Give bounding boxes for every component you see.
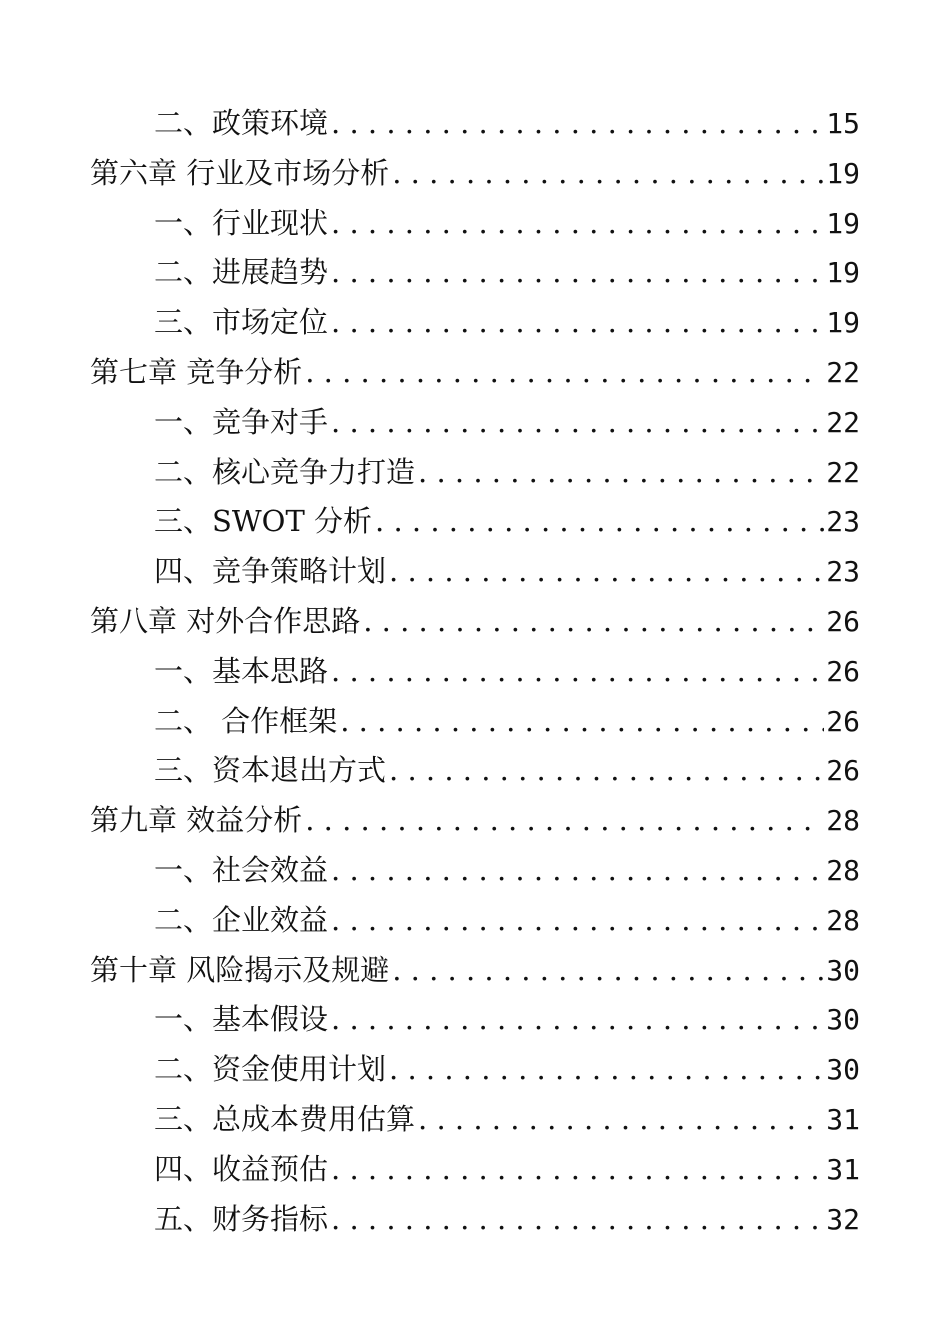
toc-entry-industry-status[interactable] [90,199,860,249]
toc-entry-page-number: 30 [826,953,860,987]
toc-dot-leader [340,697,824,747]
toc-entry-page-number: 23 [826,555,860,589]
toc-entry-page-number: 28 [826,853,860,887]
toc-dot-leader [392,149,824,199]
toc-entry-title: 二、政策环境 [154,106,329,140]
toc-entry-title: 四、竞争策略计划 [154,554,387,589]
toc-entry-page-number: 26 [826,704,860,738]
toc-chapter-9[interactable] [90,796,860,846]
toc-dot-leader [331,1195,824,1245]
toc-dot-leader [389,1045,824,1095]
toc-entry-page-number: 32 [826,1202,860,1236]
toc-entry-page-number: 28 [826,804,860,838]
toc-entry-enterprise-benefit[interactable] [90,896,860,946]
toc-entry-title: 第九章 效益分析 [90,803,303,838]
toc-entry-page-number: 23 [826,505,860,539]
toc-entry-title: 二、 合作框架 [154,703,338,738]
toc-entry-market-positioning[interactable] [90,298,860,348]
toc-entry-competitive-strategy[interactable] [90,547,860,597]
toc-dot-leader [305,796,824,846]
toc-entry-title: 第七章 竞争分析 [90,354,303,389]
toc-chapter-6[interactable] [90,149,860,199]
toc-entry-page-number: 26 [826,654,860,688]
toc-dot-leader [418,448,824,498]
toc-entry-title: 第十章 风险揭示及规避 [90,952,390,987]
toc-entry-title: 第六章 行业及市场分析 [90,155,390,190]
table-of-contents [90,99,860,1244]
toc-entry-total-cost-estimate[interactable] [90,1095,860,1145]
toc-entry-page-number: 28 [826,903,860,937]
toc-entry-title: 三、市场定位 [154,305,329,340]
toc-entry-title: 一、基本假设 [154,1002,329,1037]
toc-dot-leader [331,298,824,348]
toc-entry-social-benefit[interactable] [90,846,860,896]
toc-entry-basic-approach[interactable] [90,647,860,697]
toc-entry-page-number: 30 [826,1003,860,1037]
toc-entry-page-number: 22 [826,355,860,389]
toc-entry-title: 三、资本退出方式 [154,753,387,788]
toc-entry-page-number: 19 [826,256,860,290]
toc-entry-page-number: 22 [826,405,860,439]
toc-entry-title: 二、资金使用计划 [154,1052,387,1087]
toc-dot-leader [331,1145,824,1195]
toc-entry-page-number: 19 [826,206,860,240]
toc-entry-cooperation-framework[interactable] [90,697,860,747]
toc-entry-capital-exit[interactable] [90,746,860,796]
toc-entry-financial-indicators[interactable] [90,1195,860,1245]
toc-entry-page-number: 26 [826,604,860,638]
toc-entry-page-number: 26 [826,754,860,788]
toc-dot-leader [331,896,824,946]
toc-dot-leader [375,497,824,547]
toc-chapter-7[interactable] [90,348,860,398]
toc-dot-leader [331,99,824,149]
toc-dot-leader [418,1095,824,1145]
toc-entry-swot-analysis[interactable] [90,497,860,547]
toc-entry-development-trend[interactable] [90,248,860,298]
toc-dot-leader [363,597,824,647]
toc-entry-title: 一、竞争对手 [154,404,329,439]
toc-dot-leader [331,248,824,298]
toc-entry-title: 二、核心竞争力打造 [154,454,416,489]
toc-entry-basic-assumptions[interactable] [90,995,860,1045]
toc-entry-title: 三、SWOT 分析 [154,504,373,539]
toc-dot-leader [331,398,824,448]
toc-dot-leader [389,746,824,796]
toc-dot-leader [331,199,824,249]
toc-entry-title: 三、总成本费用估算 [154,1101,416,1136]
toc-entry-page-number: 19 [826,306,860,340]
toc-entry-title: 四、收益预估 [154,1151,329,1186]
toc-entry-page-number: 31 [826,1102,860,1136]
toc-dot-leader [392,946,824,996]
toc-chapter-8[interactable] [90,597,860,647]
toc-entry-competitors[interactable] [90,398,860,448]
toc-entry-core-competitiveness[interactable] [90,448,860,498]
toc-entry-page-number: 30 [826,1053,860,1087]
toc-dot-leader [331,995,824,1045]
toc-entry-title: 二、进展趋势 [154,255,329,290]
toc-entry-fund-usage-plan[interactable] [90,1045,860,1095]
toc-dot-leader [389,547,824,597]
toc-entry-title: 二、企业效益 [154,902,329,937]
toc-dot-leader [331,647,824,697]
toc-chapter-10[interactable] [90,946,860,996]
toc-entry-title: 五、财务指标 [154,1201,329,1236]
toc-entry-title: 第八章 对外合作思路 [90,603,361,638]
toc-entry-policy-environment[interactable] [90,99,860,149]
toc-dot-leader [331,846,824,896]
toc-entry-page-number: 15 [826,107,860,140]
toc-dot-leader [305,348,824,398]
toc-entry-title: 一、基本思路 [154,653,329,688]
toc-entry-revenue-forecast[interactable] [90,1145,860,1195]
toc-entry-title: 一、社会效益 [154,852,329,887]
toc-entry-page-number: 31 [826,1152,860,1186]
toc-entry-page-number: 19 [826,156,860,190]
toc-entry-page-number: 22 [826,455,860,489]
toc-entry-title: 一、行业现状 [154,205,329,240]
